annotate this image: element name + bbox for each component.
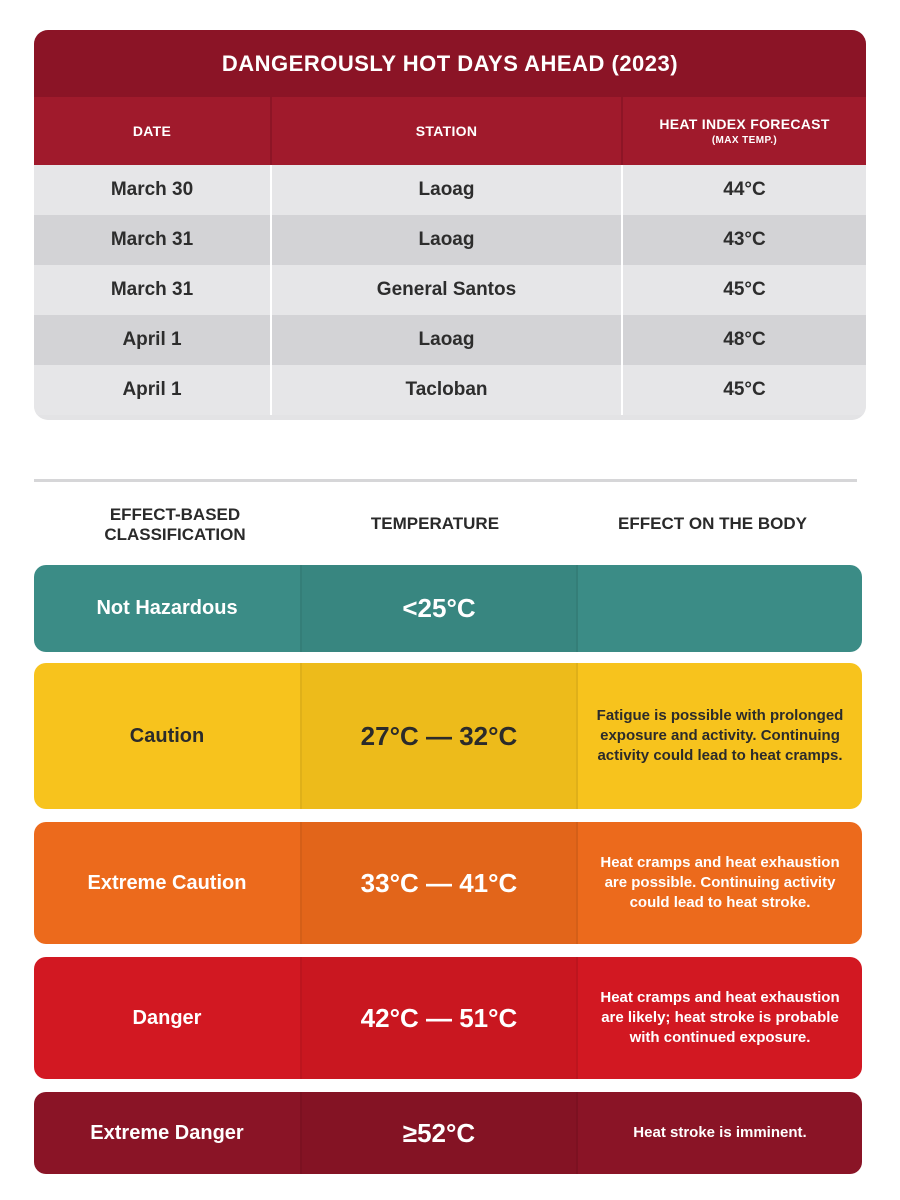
level-name: Danger [132,1006,202,1029]
level-effect: Heat stroke is imminent. [633,1124,807,1141]
table-row [34,215,866,265]
row-temp: 44°C [621,165,866,215]
forecast-table-title: DANGEROUSLY HOT DAYS AHEAD (2023) [34,30,866,97]
row-date: March 31 [110,279,194,300]
level-name: Extreme Danger [90,1121,244,1144]
header-classification: EFFECT-BASED CLASSIFICATION [104,505,246,544]
row-date: April 1 [122,329,182,350]
row-station: Laoag [270,215,621,265]
level-name: Caution [129,724,205,747]
level-temperature: 33°C — 41°C [300,822,578,944]
row-date: March 31 [110,229,194,250]
section-divider [34,479,857,482]
header-effect: EFFECT ON THE BODY [618,514,807,533]
header-date: DATE [132,123,172,139]
header-forecast-label: HEAT INDEX FORECAST [659,116,830,132]
table-row [34,365,866,415]
table-row [34,315,866,365]
table-row [34,165,866,215]
level-temperature: <25°C [300,565,578,652]
level-not-hazardous [34,565,862,652]
row-station: Laoag [270,165,621,215]
level-extreme-caution [34,822,862,944]
row-date: April 1 [122,379,182,400]
level-danger [34,957,862,1079]
level-caution [34,663,862,809]
row-station: Tacloban [270,365,621,415]
level-temperature: ≥52°C [300,1092,578,1174]
level-temperature: 27°C — 32°C [300,663,578,809]
level-name: Extreme Caution [87,871,247,894]
level-effect [578,565,862,652]
row-station: General Santos [270,265,621,315]
forecast-table-header [34,97,866,165]
level-extreme-danger [34,1092,862,1174]
header-forecast [621,97,866,165]
row-station: Laoag [270,315,621,365]
forecast-table [34,30,866,420]
table-row [34,265,866,315]
row-date: March 30 [110,179,194,200]
header-forecast-sublabel: (MAX TEMP.) [711,135,778,146]
level-effect: Heat cramps and heat exhaustion are likely; heat stroke is probable with continued exposure. [600,989,840,1046]
level-temperature: 42°C — 51°C [300,957,578,1079]
row-temp: 43°C [621,215,866,265]
header-station: STATION [270,97,621,165]
row-temp: 45°C [621,265,866,315]
level-effect: Fatigue is possible with prolonged exposure and activity. Continuing activity could lead to heat cramps. [596,707,844,764]
header-temperature: TEMPERATURE [370,514,500,533]
level-effect: Heat cramps and heat exhaustion are possible. Continuing activity could lead to heat stroke. [600,854,840,911]
row-temp: 45°C [621,365,866,415]
level-name: Not Hazardous [96,597,238,619]
row-temp: 48°C [621,315,866,365]
